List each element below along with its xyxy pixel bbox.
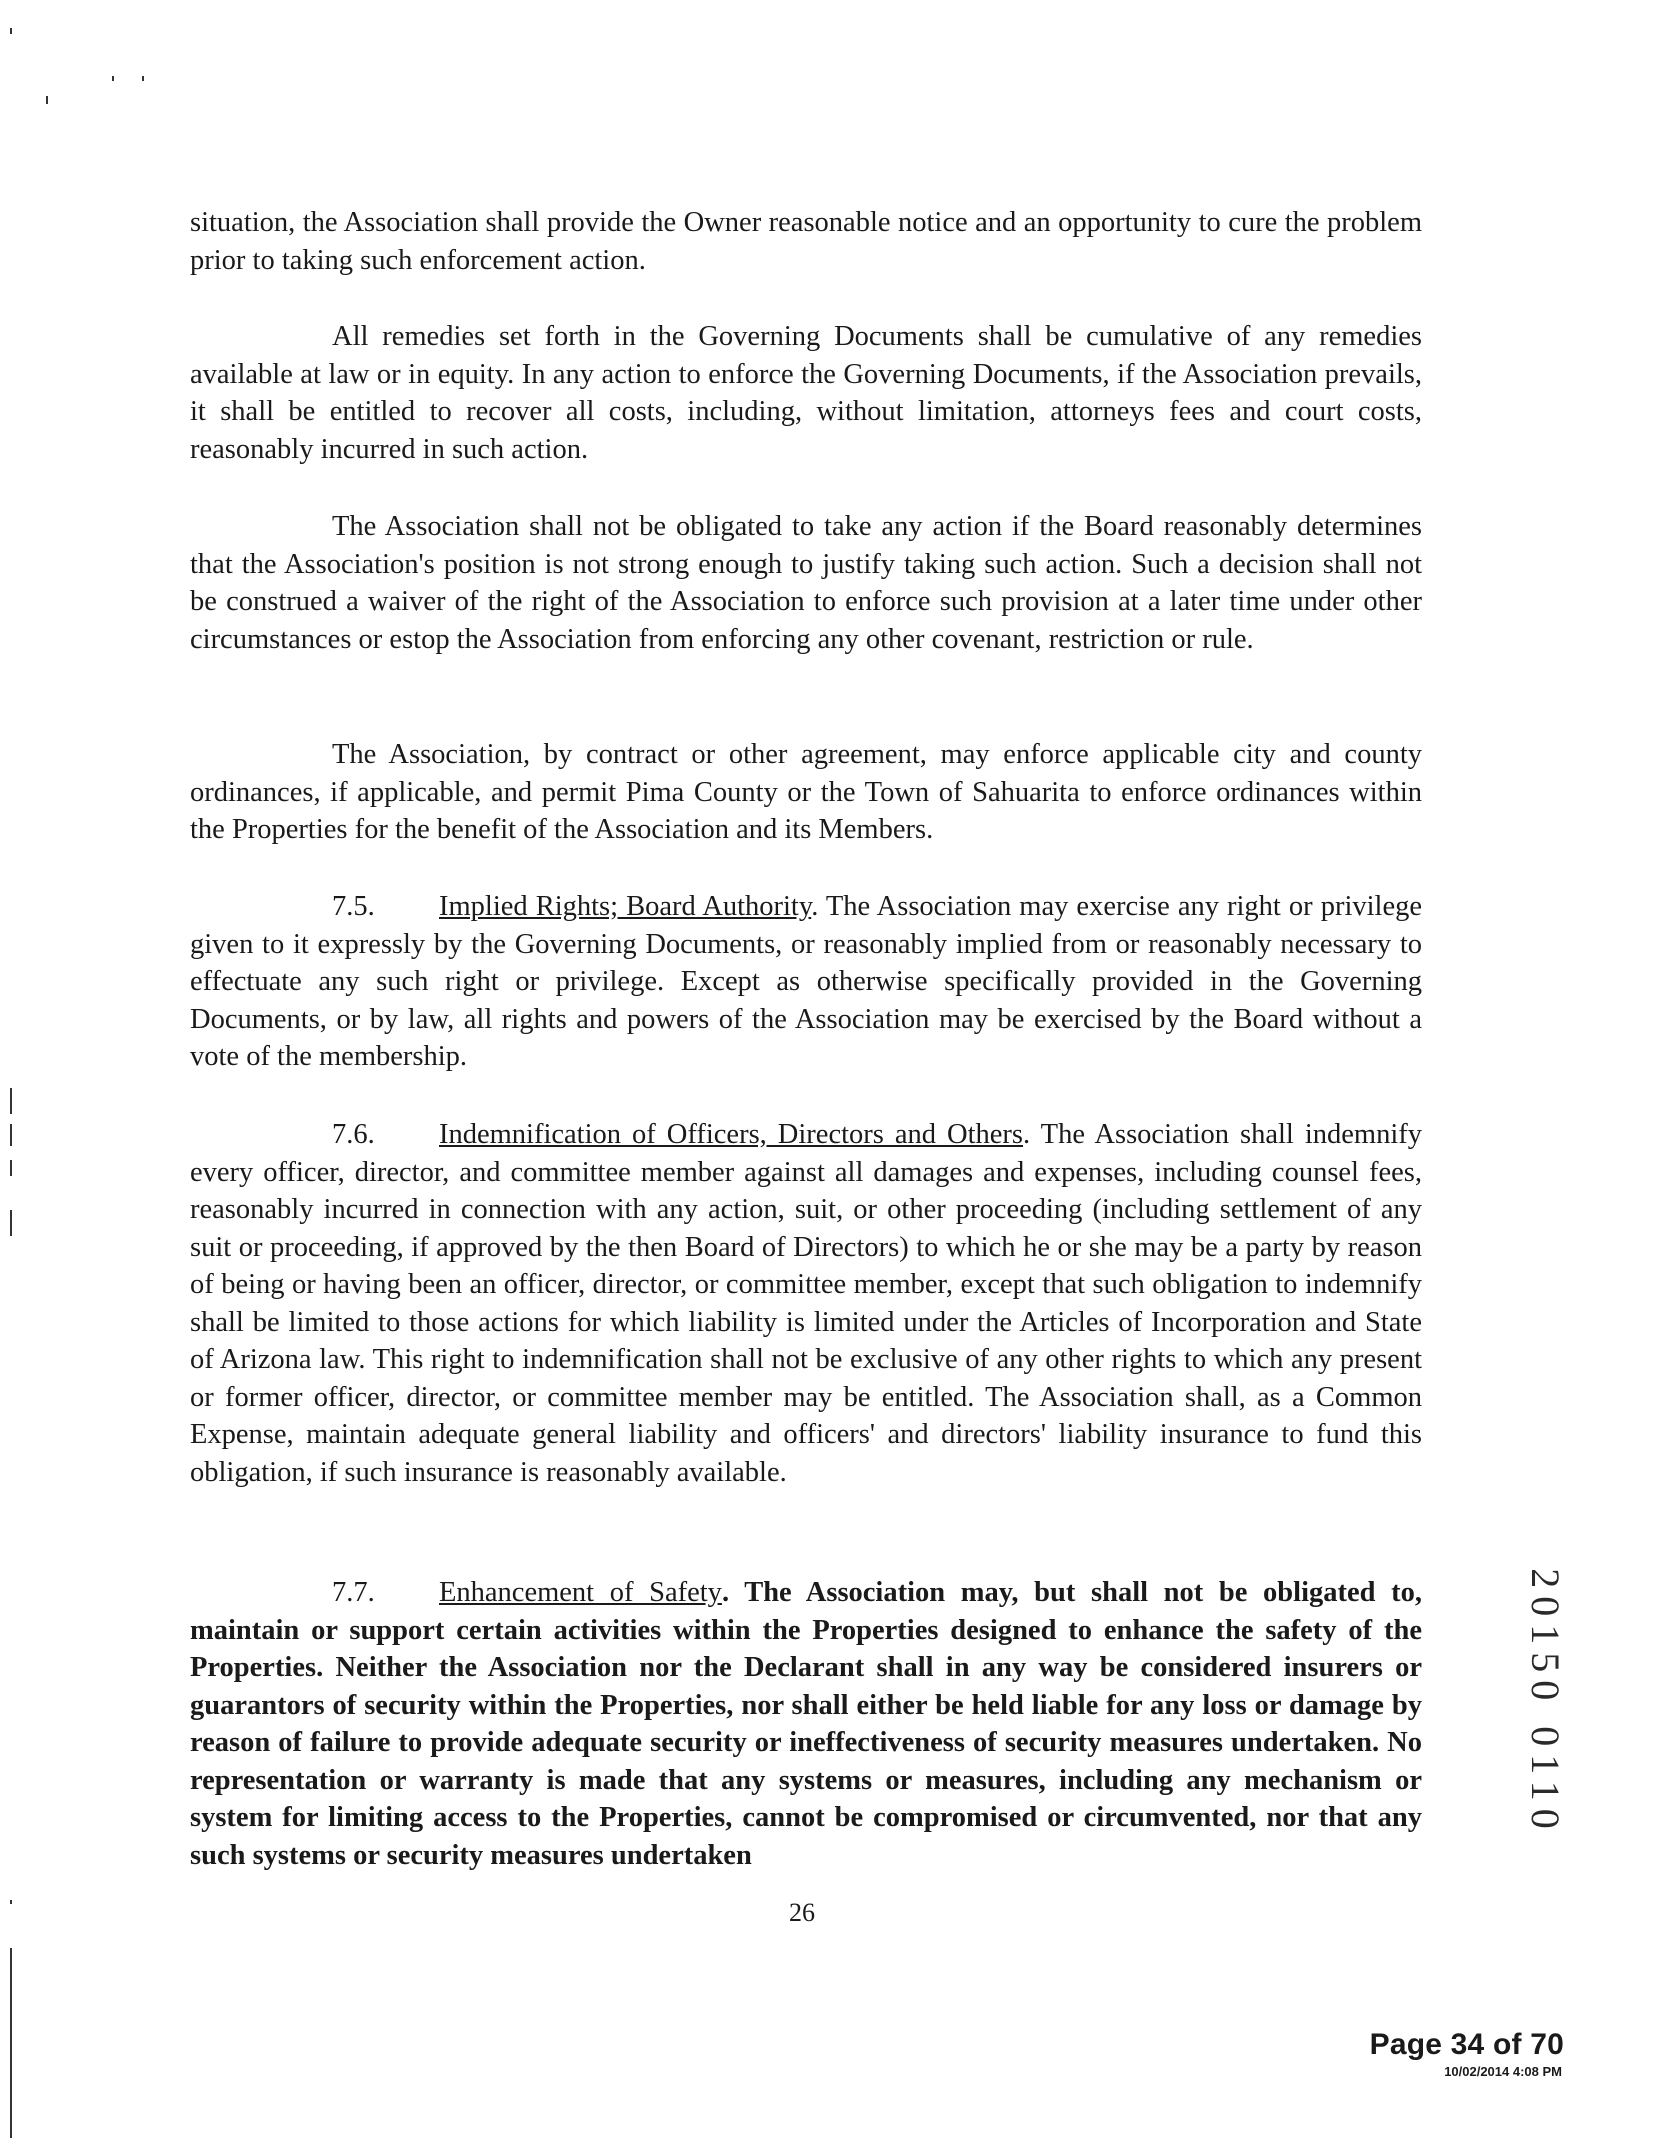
scan-margin-line: [10, 1124, 12, 1146]
scan-speck: [142, 76, 144, 81]
section-body: . The Association may exercise any right or privilege given to it expressly by the Governing Documents, or reasonably implied from or reasonably necessary to effectuate any such right or privilege. Except as otherwise specifically provided in the Governing Documents, or by law, all rights and powers of the Association may be exercised by the Board without a vote of the membership.: [190, 891, 1422, 1072]
page-count-stamp: Page 34 of 70: [1369, 2028, 1564, 2061]
scan-margin-line: [10, 1088, 12, 1114]
paragraph-cure-notice: situation, the Association shall provide the Owner reasonable notice and an opportunity to cure the problem prior to taking such enforcement action.: [190, 207, 1422, 276]
section-number: 7.6.: [332, 1119, 375, 1150]
section-title: Enhancement of Safety: [439, 1577, 722, 1608]
section-body: . The Association may, but shall not be obligated to, maintain or support certain activities within the Properties designed to enhance the safety of the Properties. Neither the Association nor the Declarant shall in any way be considered insurers or guarantors of security within the Properties, nor shall either be held liable for any loss or damage by reason of failure to provide adequate security or ineffectiveness of security measures undertaken. No representation or warranty is made that any systems or measures, including any mechanism or system for limiting access to the Properties, cannot be compromised or circumvented, nor that any such systems or security measures undertaken: [190, 1577, 1422, 1871]
section-number: 7.5.: [332, 891, 375, 922]
paragraph-discretion: The Association shall not be obligated to take any action if the Board reasonably determines that the Association's position is not strong enough to justify taking such action. Such a decision shall not be construed a waiver of the right of the Association to enforce such provision at a later time under other circumstances or estop the Association from enforcing any other covenant, restriction or rule.: [190, 511, 1422, 655]
timestamp-stamp: 10/02/2014 4:08 PM: [1444, 2064, 1562, 2079]
scan-speck: [112, 76, 114, 81]
scan-margin-line: [10, 1948, 12, 2138]
page-number: 26: [789, 1898, 815, 1927]
section-number: 7.7.: [332, 1577, 375, 1608]
scan-speck: [10, 28, 12, 34]
section-7-7: [190, 1574, 1422, 1874]
section-title: Implied Rights; Board Authority: [439, 891, 812, 922]
scan-speck: [46, 96, 48, 104]
scan-margin-line: [10, 1160, 12, 1176]
section-7-6: [190, 1116, 1422, 1491]
paragraph-ordinances: The Association, by contract or other agreement, may enforce applicable city and county ordinances, if applicable, and permit Pima County or the Town of Sahuarita to enforce ordinances within the Properties for the benefit of the Association and its Members.: [190, 739, 1422, 845]
paragraph-remedies: All remedies set forth in the Governing Documents shall be cumulative of any remedies available at law or in equity. In any action to enforce the Governing Documents, if the Association prevails, it shall be entitled to recover all costs, including, without limitation, attorneys fees and court costs, reasonably incurred in such action.: [190, 321, 1422, 465]
section-body: . The Association shall indemnify every officer, director, and committee member against all damages and expenses, including counsel fees, reasonably incurred in connection with any action, suit, or other proceeding (including settlement of any suit or proceeding, if approved by the then Board of Directors) to which he or she may be a party by reason of being or having been an officer, director, or committee member, except that such obligation to indemnify shall be limited to those actions for which liability is limited under the Articles of Incorporation and State of Arizona law. This right to indemnification shall not be exclusive of any other rights to which any present or former officer, director, or committee member may be entitled. The Association shall, as a Common Expense, maintain adequate general liability and officers' and directors' liability insurance to fund this obligation, if such insurance is reasonably available.: [190, 1119, 1423, 1488]
scan-margin-line: [10, 1210, 12, 1236]
recording-number-text: 20150 0110: [1522, 1568, 1568, 1837]
section-title: Indemnification of Officers, Directors and Others: [439, 1119, 1024, 1150]
section-7-5: [190, 888, 1422, 1076]
recording-number: [1520, 1530, 1570, 1875]
